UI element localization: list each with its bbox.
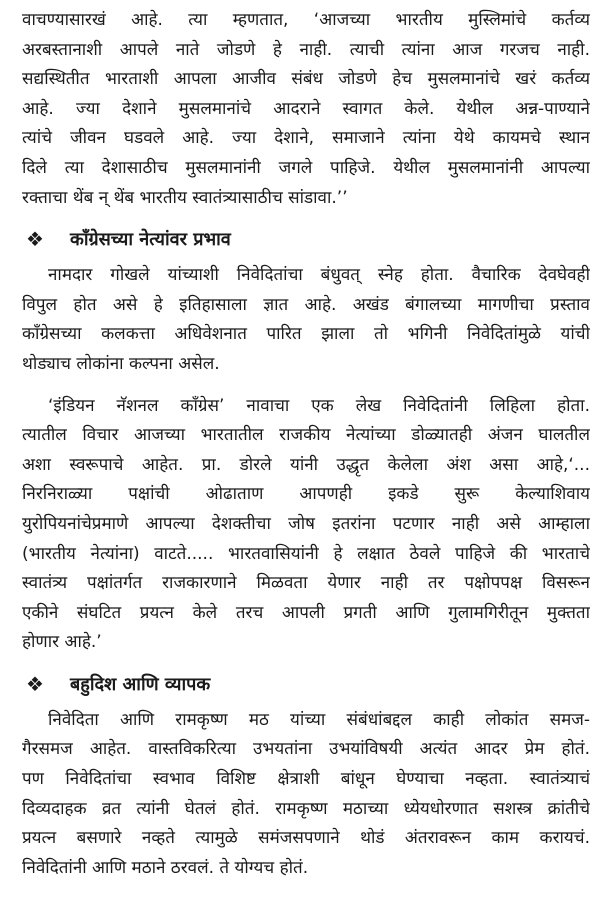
text-line: थोड्याच लोकांना कल्पना असेल. (22, 353, 220, 374)
text-line: दिले त्या देशासाठीच मुसलमानांनी जगले पाहिजे. येथील मुसलमानांनी आपल्या (22, 157, 590, 178)
text-line: निवेदितांनी आणि मठाने ठरवलं. ते योग्यच होतं. (22, 857, 309, 878)
text-line: सद्यस्थितीत भारताशी आपला आजीव संबंध जोडणे हेच मुसलमानांचे खरं कर्तव्य (22, 69, 590, 90)
text-line: ‘इंडियन नॅशनल काँग्रेस’ नावाचा एक लेख निवेदितांनी लिहिला होता. (48, 395, 590, 416)
text-line: वाचण्यासारखं आहे. त्या म्हणतात, ‘आजच्या भारतीय मुस्लिमांचे कर्तव्य (22, 10, 590, 30)
text-line: दिव्यदाहक व्रत त्यांनी घेतलं होतं. रामकृष्ण मठाच्या ध्येयधोरणात सशस्त्र क्रांतीचे (22, 798, 590, 819)
paragraph-gokhale (22, 261, 590, 379)
text-line: स्वातंत्र्य पक्षांतर्गत राजकारणाने मिळवता येणार नाही तर पक्षोपपक्ष विसरून (22, 573, 590, 594)
paragraph-gap (22, 380, 590, 392)
text-line: त्यांचे जीवन घडवले आहे. ज्या देशाने, समाजाने त्यांना येथे कायमचे स्थान (22, 128, 590, 149)
text-line: काँग्रेसच्या कलकत्ता अधिवेशनात पारित झाला तो भगिनी निवेदितांमुळे यांची (22, 324, 590, 345)
text-line: रक्ताचा थेंब न् थेंब भारतीय स्वातंत्र्यासाठीच सांडावा.’’ (22, 187, 348, 208)
text-line: एकीने संघटित प्रयत्न केले तरच आपली प्रगती आणि गुलामगिरीतून मुक्तता (22, 602, 590, 623)
text-line: पण निवेदितांचा स्वभाव विशिष्ट क्षेत्राशी बांधून घेण्याचा नव्हता. स्वातंत्र्याचं (22, 769, 590, 790)
section-heading-congress-influence (22, 217, 590, 261)
section-heading-multidirectional (22, 662, 590, 706)
diamond-bullet-icon: ❖ (26, 671, 44, 696)
text-line: नामदार गोखले यांच्याशी निवेदितांचा बंधुवत् स्नेह होता. वैचारिक देवघेवही (48, 265, 590, 286)
paragraph-ramakrishna-math (22, 706, 590, 884)
text-line: प्रयत्न बसणारे नव्हते त्यामुळे समंजसपणाने थोडं अंतरावरून काम करायचं. (22, 828, 590, 849)
text-line: (भारतीय नेत्यांना) वाटते..... भारतवासियांनी हे लक्षात ठेवले पाहिजे की भारताचे (22, 543, 590, 564)
paragraph-national-congress-article (22, 392, 590, 658)
section-title: काँग्रेसच्या नेत्यांवर प्रभाव (70, 229, 231, 251)
section-title: बहुदिश आणि व्यापक (70, 673, 211, 695)
text-line: अरबस्तानाशी आपले नाते जोडणे हे नाही. त्याची त्यांना आज गरजच नाही. (22, 39, 590, 60)
text-line: युरोपियनांचेप्रमाणे आपल्या देशक्तीचा जोष इतरांना पटणार नाही असे आम्हाला (22, 513, 590, 534)
text-line: विपुल होत असे हे इतिहासाला ज्ञात आहे. अखंड बंगालच्या मागणीचा प्रस्ताव (22, 294, 590, 315)
text-line: निरनिराळ्या पक्षांची ओढाताण आपणही इकडे सुरू केल्याशिवाय (22, 484, 590, 505)
paragraph-quote (22, 6, 590, 213)
text-line: निवेदिता आणि रामकृष्ण मठ यांच्या संबंधांबद्दल काही लोकांत समज- (48, 709, 590, 730)
text-line: होणार आहे.’ (22, 632, 102, 653)
diamond-bullet-icon: ❖ (26, 227, 44, 252)
text-line: अशा स्वरूपाचे आहेत. प्रा. डोरले यांनी उद्धृत केलेला अंश असा आहे,‘... (22, 454, 590, 475)
text-line: आहे. ज्या देशाने मुसलमानांचे आदराने स्वागत केले. येथील अन्न-पाण्याने (22, 98, 590, 119)
text-line: त्यातील विचार आजच्या भारतातील राजकीय नेत्यांच्या डोळ्यातही अंजन घालतील (22, 425, 590, 446)
text-line: गैरसमज आहेत. वास्तविकरित्या उभयतांना उभयांविषयी अत्यंत आदर प्रेम होतं. (22, 739, 590, 760)
